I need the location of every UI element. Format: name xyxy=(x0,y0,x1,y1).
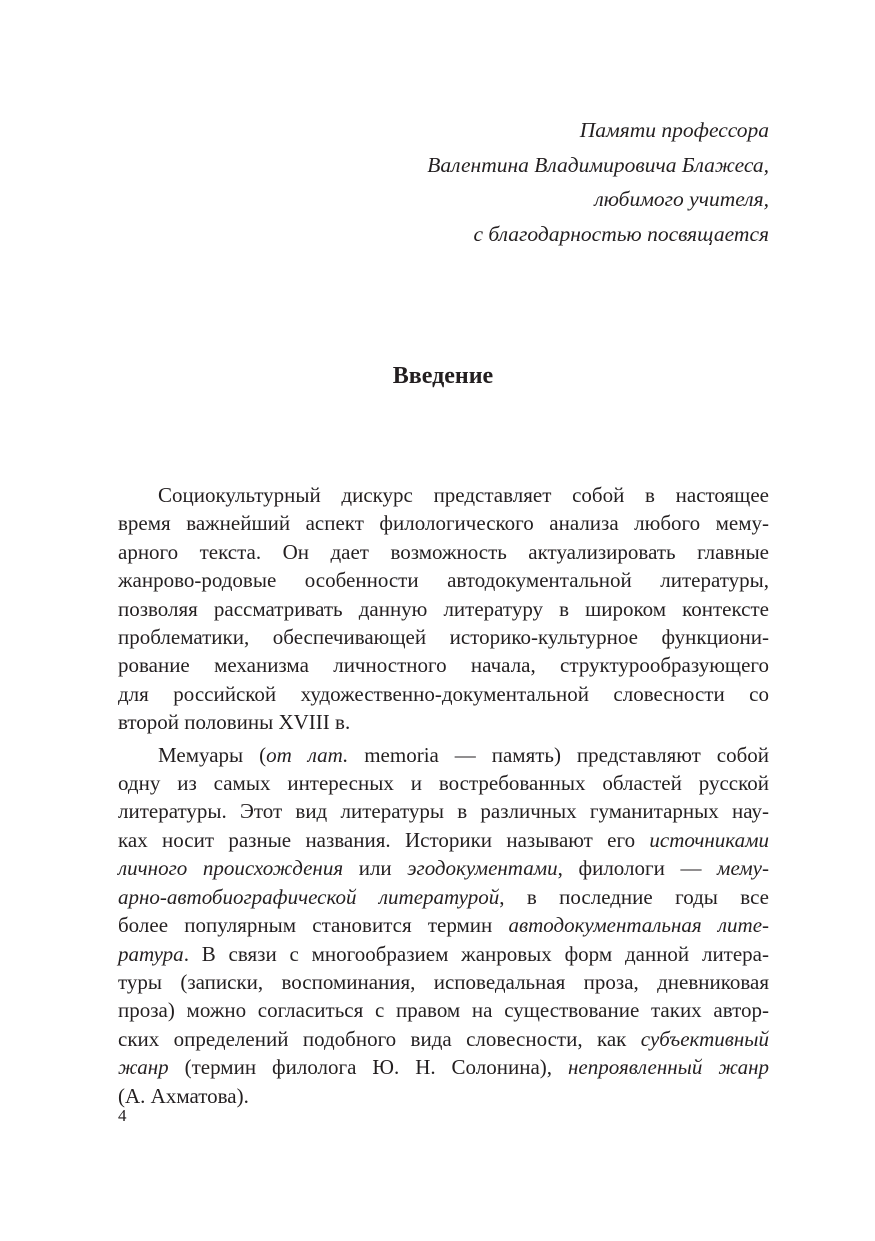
text-line: арного текста. Он дает возможность актуализировать главные xyxy=(118,539,769,564)
text-line: туры (записки, воспоминания, исповедальная проза, дневниковая xyxy=(118,969,769,994)
text-line: личного происхождения или эгодокументами, филологи — мему- xyxy=(118,856,769,881)
text-line: позволяя рассматривать данную литературу в широком контексте xyxy=(118,596,769,621)
dedication-line: Памяти профессора xyxy=(579,118,769,142)
text-line: (А. Ахматова). xyxy=(118,1083,249,1108)
page-number: 4 xyxy=(118,1106,127,1125)
body-text xyxy=(118,481,769,1110)
text-line: для российской художественно-документальной словесности со xyxy=(118,681,769,706)
text-line: время важнейший аспект филологического анализа любого мему- xyxy=(118,511,769,536)
text-line: ках носит разные названия. Историки называют его источниками xyxy=(118,827,769,852)
text-line: проблематики, обеспечивающей историко-культурное функциони- xyxy=(118,625,769,650)
text-line: Мемуары (от лат. memoria — память) представляют собой xyxy=(158,742,769,767)
text-line: рование механизма личностного начала, структурообразующего xyxy=(118,653,769,678)
dedication-line: любимого учителя, xyxy=(594,187,769,211)
dedication xyxy=(427,113,769,251)
text-line: жанрово-родовые особенности автодокументальной литературы, xyxy=(118,568,769,593)
text-line: одну из самых интересных и востребованных областей русской xyxy=(118,771,769,796)
dedication-line: Валентина Владимировича Блажеса, xyxy=(427,152,769,177)
paragraph-2 xyxy=(118,741,769,1110)
text-line: литературы. Этот вид литературы в различных гуманитарных нау- xyxy=(118,799,769,824)
text-line: жанр (термин филолога Ю. Н. Солонина), непроявленный жанр xyxy=(118,1055,769,1080)
text-line: ских определений подобного вида словесности, как субъективный xyxy=(118,1026,769,1051)
chapter-title: Введение xyxy=(392,363,494,389)
paragraph-1 xyxy=(118,481,769,737)
text-line: ратура. В связи с многообразием жанровых форм данной литера- xyxy=(118,941,769,966)
text-line: Социокультурный дискурс представляет собой в настоящее xyxy=(158,483,769,507)
text-line: арно-автобиографической литературой, в последние годы все xyxy=(118,884,769,909)
text-line: проза) можно согласиться с правом на существование таких автор- xyxy=(118,998,769,1023)
text-line: второй половины XVIII в. xyxy=(118,710,351,735)
dedication-line: с благодарностью посвящается xyxy=(473,221,769,246)
text-line: более популярным становится термин автодокументальная лите- xyxy=(118,913,770,938)
